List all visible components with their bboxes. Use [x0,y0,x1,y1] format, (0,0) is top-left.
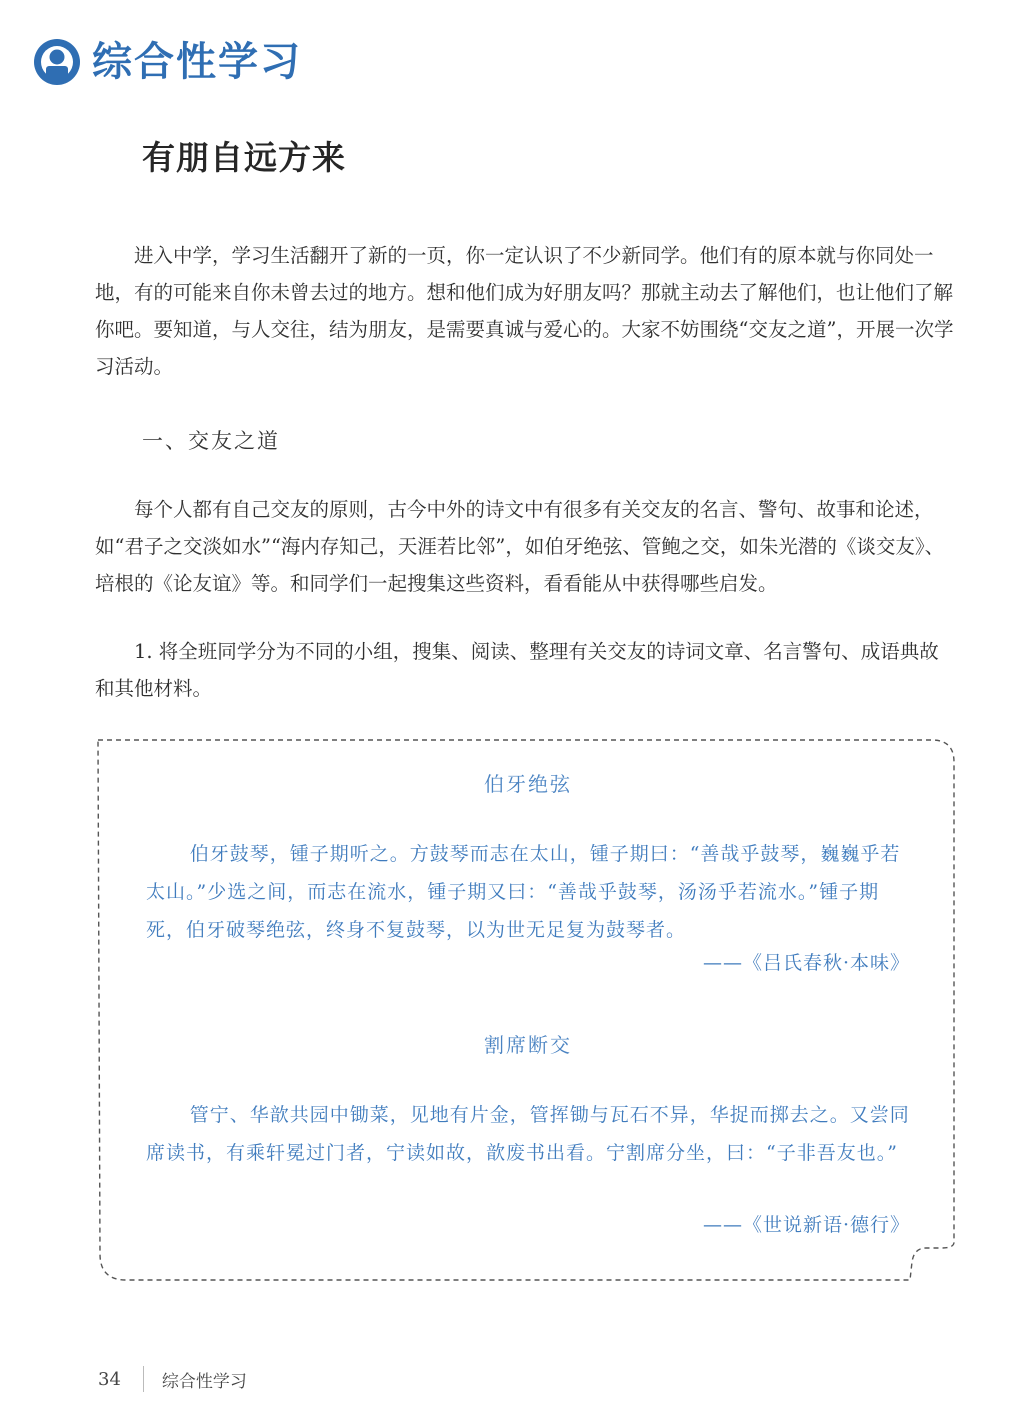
part1-heading: 一、交友之道 [142,429,280,453]
lesson-title: 有朋自远方来 [142,138,346,177]
story1-title: 伯牙绝弦 [484,772,572,796]
intro-paragraph: 进入中学，学习生活翻开了新的一页，你一定认识了不少新同学。他们有的原本就与你同处一地，有的可能来自你未曾去过的地方。想和他们成为好朋友吗？那就主动去了解他们，也让他们了解你吧。要知道，与人交往，结为朋友，是需要真诚与爱心的。大家不妨围绕“交友之道”，开展一次学习活动。 [95,244,954,378]
task1-paragraph: 1. 将全班同学分为不同的小组，搜集、阅读、整理有关交友的诗词文章、名言警句、成语典故和其他材料。 [95,640,939,700]
story2-body: 管宁、华歆共园中锄菜，见地有片金，管挥锄与瓦石不异，华捉而掷去之。又尝同席读书，有乘轩冕过门者，宁读如故，歆废书出看。宁割席分坐，曰：“子非吾友也。” [146,1104,910,1164]
part1-paragraph: 每个人都有自己交友的原则，古今中外的诗文中有很多有关交友的名言、警句、故事和论述，如“君子之交淡如水”“海内存知己，天涯若比邻”，如伯牙绝弦、管鲍之交，如朱光潜的《谈交友》、培根的《论友谊》等。和同学们一起搜集这些资料，看看能从中获得哪些启发。 [95,498,945,595]
story2-source: ——《世说新语·德行》 [702,1214,910,1236]
person-badge-icon [32,37,82,87]
section-header [32,34,302,90]
section-title: 综合性学习 [92,39,302,85]
story2-title: 割席断交 [484,1033,572,1057]
page-number: 34 [98,1368,121,1390]
page-footer [98,1366,247,1392]
footer-label: 综合性学习 [161,1371,247,1392]
footer-divider [143,1366,144,1392]
dashed-frame [96,734,960,1286]
story1-body: 伯牙鼓琴，锺子期听之。方鼓琴而志在太山，锺子期曰：“善哉乎鼓琴，巍巍乎若太山。”少选之间，而志在流水，锺子期又曰：“善哉乎鼓琴，汤汤乎若流水。”锺子期死，伯牙破琴绝弦，终身不复鼓琴，以为世无足复为鼓琴者。 [146,843,901,941]
story1-source: ——《吕氏春秋·本味》 [702,952,910,974]
reading-material-box [96,734,960,1286]
